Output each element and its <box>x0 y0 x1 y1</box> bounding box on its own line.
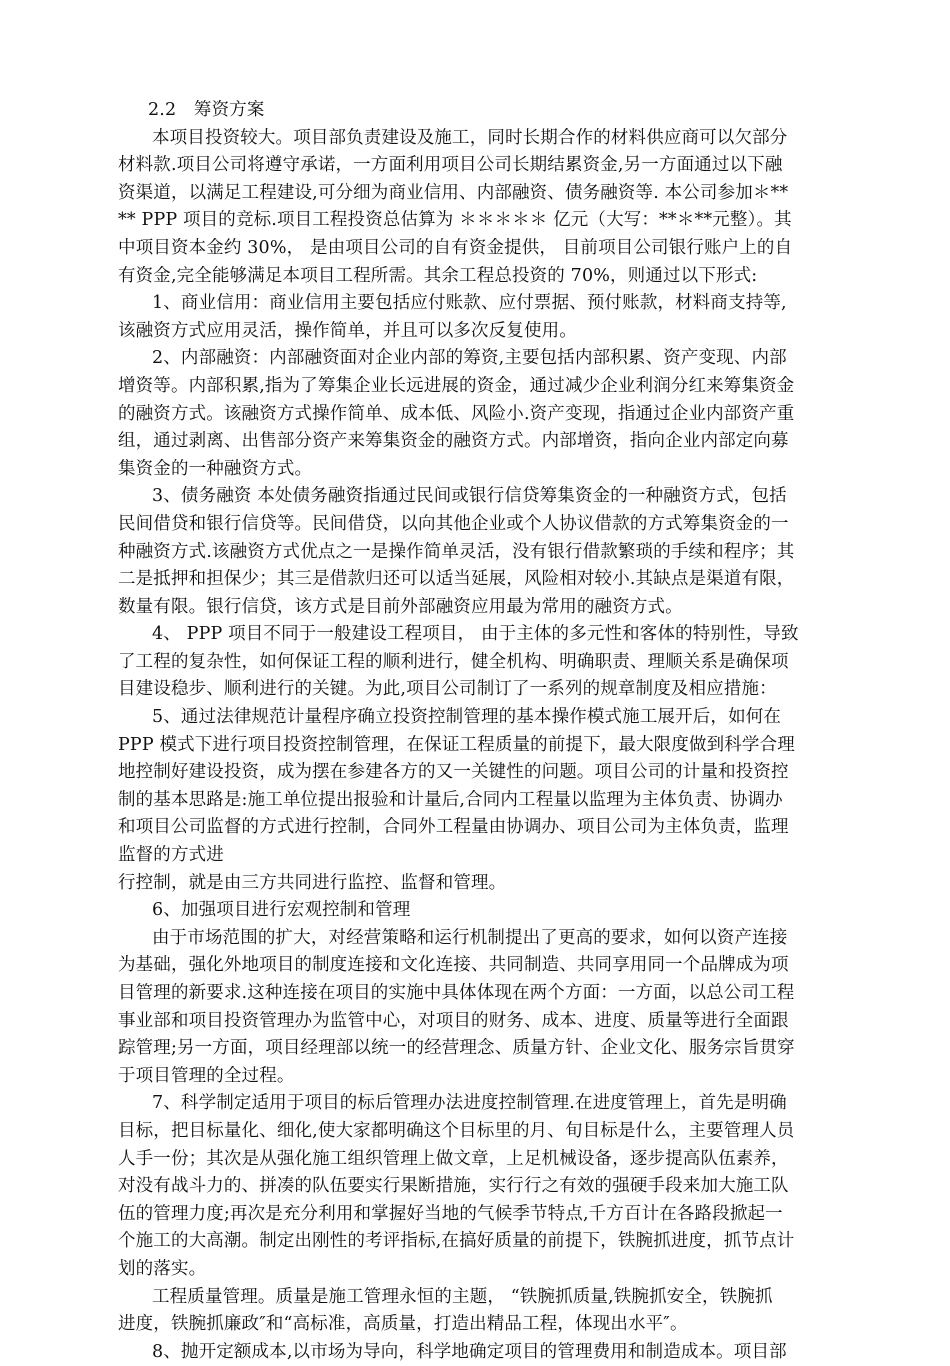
text-line: 目建设稳步、顺利进行的关键。为此,项目公司制订了一系列的规章制度及相应措施： <box>118 679 777 700</box>
text-line: 制的基本思路是:施工单位提出报验和计量后,合同内工程量以监理为主体负责、协调办 <box>118 789 783 810</box>
text-line: 材料款.项目公司将遵守承诺，一方面利用项目公司长期结累资金,另一方面通过以下融 <box>118 155 783 176</box>
text-line: 4、 PPP 项目不同于一般建设工程项目， 由于主体的多元性和客体的特别性，导致 <box>152 624 799 645</box>
text-line: 中项目资本金约 30%， 是由项目公司的自有资金提供， 目前项目公司银行账户上的自 <box>118 237 793 258</box>
text-line: ** PPP 项目的竞标.项目工程投资总估算为 ＊＊＊＊＊ 亿元（大写：**＊**元整）。其 <box>118 210 792 231</box>
text-line: 监督的方式进 <box>118 845 224 866</box>
text-line: 民间借贷和银行信贷等。民间借贷，以向其他企业或个人协议借款的方式筹集资金的一 <box>118 513 789 534</box>
text-line: 对没有战斗力的、拼凑的队伍要实行果断措施，实行行之有效的强硬手段来加大施工队 <box>118 1176 789 1197</box>
text-line: 3、债务融资 本处债务融资指通过民间或银行信贷筹集资金的一种融资方式，包括 <box>152 486 787 507</box>
text-line: 种融资方式.该融资方式优点之一是操作简单灵活，没有银行借款繁琐的手续和程序；其 <box>118 541 795 562</box>
text-line: 伍的管理力度;再次是充分利用和掌握好当地的气候季节特点,千方百计在各路段掀起一 <box>118 1203 783 1224</box>
text-line: 踪管理;另一方面，项目经理部以统一的经营理念、质量方针、企业文化、服务宗旨贯穿 <box>118 1038 795 1059</box>
text-line: 数量有限。银行信贷，该方式是目前外部融资应用最为常用的融资方式。 <box>118 596 683 617</box>
text-line: 人手一份；其次是从强化施工组织管理上做文章，上足机械设备，逐步提高队伍素养， <box>118 1148 789 1169</box>
text-line: 地控制好建设投资，成为摆在参建各方的又一关键性的问题。项目公司的计量和投资控 <box>118 762 789 783</box>
text-line: 该融资方式应用灵活，操作简单，并且可以多次反复使用。 <box>118 320 577 341</box>
text-line: 有资金,完全能够满足本项目工程所需。其余工程总投资的 70%，则通过以下形式: <box>118 265 758 286</box>
document-page <box>118 97 860 1366</box>
text-line: 目管理的新要求.这种连接在项目的实施中具体体现在两个方面：一方面，以总公司工程 <box>118 983 795 1003</box>
text-line: 集资金的一种融资方式。 <box>118 458 313 479</box>
text-line: 5、通过法律规范计量程序确立投资控制管理的基本操作模式施工展开后，如何在 <box>152 707 782 728</box>
text-line: 目标，把目标量化、细化,使大家都明确这个目标里的月、旬目标是什么，主要管理人员 <box>118 1120 795 1141</box>
text-line: 行控制，就是由三方共同进行监控、监督和管理。 <box>118 872 507 893</box>
text-line: PPP 模式下进行项目投资控制管理，在保证工程质量的前提下，最大限度做到科学合理 <box>118 734 795 755</box>
text-line: 8、抛开定额成本,以市场为导向，科学地确定项目的管理费用和制造成本。项目部 <box>152 1341 787 1362</box>
text-line: 组，通过剥离、出售部分资产来筹集资金的融资方式。内部增资，指向企业内部定向募 <box>118 431 789 452</box>
text-line: 划的落实。 <box>118 1258 207 1279</box>
text-line: 7、科学制定适用于项目的标后管理办法进度控制管理.在进度管理上，首先是明确 <box>152 1093 787 1114</box>
text-line: 6、加强项目进行宏观控制和管理 <box>152 900 411 921</box>
text-line: 二是抵押和担保少；其三是借款归还可以适当延展，风险相对较小.其缺点是渠道有限， <box>118 569 795 590</box>
text-line: 和项目公司监督的方式进行控制，合同外工程量由协调办、项目公司为主体负责，监理 <box>118 817 789 838</box>
text-line: 事业部和项目投资管理办为监管中心，对项目的财务、成本、进度、质量等进行全面跟 <box>118 1010 789 1031</box>
text-line: 由于市场范围的扩大，对经营策略和运行机制提出了更高的要求，如何以资产连接 <box>152 927 788 948</box>
text-line: 的融资方式。该融资方式操作简单、成本低、风险小.资产变现，指通过企业内部资产重 <box>118 403 795 424</box>
text-line: 进度，铁腕抓廉政″和“高标准，高质量，打造出精品工程，体现出水平″。 <box>118 1314 688 1335</box>
text-line: 个施工的大高潮。制定出刚性的考评指标,在搞好质量的前提下，铁腕抓进度，抓节点计 <box>118 1231 795 1252</box>
text-line: 本项目投资较大。项目部负责建设及施工，同时长期合作的材料供应商可以欠部分 <box>152 127 788 148</box>
text-line: 工程质量管理。质量是施工管理永恒的主题， “铁腕抓质量,铁腕抓安全，铁腕抓 <box>152 1286 773 1307</box>
text-line: 资渠道，以满足工程建设,可分细为商业信用、内部融资、债务融资等. 本公司参加＊** <box>118 182 789 203</box>
section-heading: 2.2 筹资方案 <box>148 100 265 120</box>
text-line: 于项目管理的全过程。 <box>118 1065 295 1086</box>
text-line: 了工程的复杂性，如何保证工程的顺利进行，健全机构、明确职责、理顺关系是确保项 <box>118 651 789 672</box>
text-line: 2、内部融资：内部融资面对企业内部的筹资,主要包括内部积累、资产变现、内部 <box>152 348 787 369</box>
text-line: 增资等。内部积累,指为了筹集企业长远进展的资金，通过减少企业利润分红来筹集资金 <box>118 375 795 396</box>
text-line: 为基础，强化外地项目的制度连接和文化连接、共同制造、共同享用同一个品牌成为项 <box>118 955 789 976</box>
text-line: 1、商业信用：商业信用主要包括应付账款、应付票据、预付账款，材料商支持等, <box>152 293 787 314</box>
